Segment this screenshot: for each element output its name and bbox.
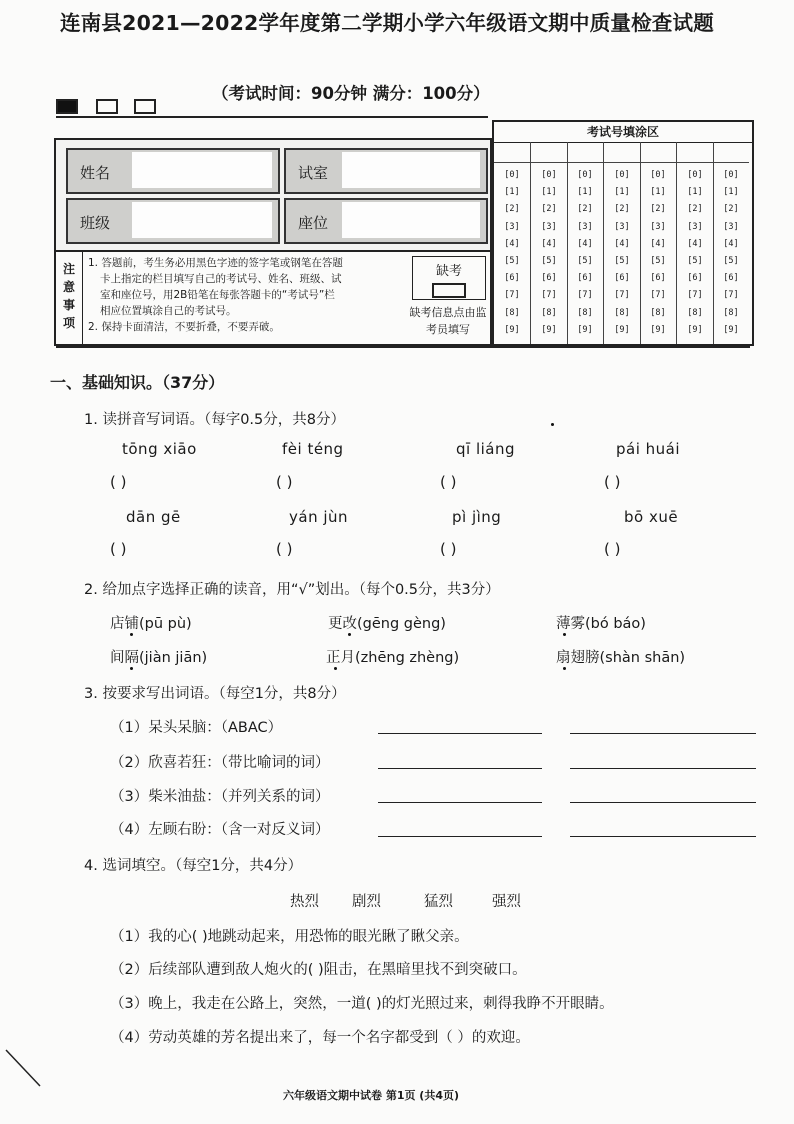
digit-bubble[interactable]: [5]: [541, 256, 557, 266]
digit-bubble[interactable]: [5]: [577, 256, 593, 266]
notice-heading-char: 事: [62, 298, 75, 312]
word-task: （1）呆头呆脑：（ABAC）: [110, 720, 283, 736]
digit-write-box[interactable]: [567, 142, 603, 163]
stray-dot: [551, 423, 554, 426]
notice-line: 2. 保持卡面清洁，不要折叠，不要弄破。: [88, 321, 280, 333]
digit-bubble[interactable]: [0]: [723, 170, 739, 180]
digit-bubble[interactable]: [7]: [614, 290, 630, 301]
digit-bubble[interactable]: [8]: [687, 307, 703, 318]
section-heading: 一、基础知识。（37分）: [50, 373, 225, 392]
digit-bubble[interactable]: [4]: [687, 238, 703, 249]
seat-input[interactable]: [342, 202, 480, 238]
room-input[interactable]: [342, 152, 480, 188]
digit-bubble[interactable]: [4]: [504, 238, 520, 249]
digit-bubble[interactable]: [5]: [650, 256, 666, 266]
notice-line: 1. 答题前，考生务必用黑色字迹的签字笔或钢笔在答题: [88, 257, 343, 269]
grid-column: [677, 142, 714, 344]
digit-bubble[interactable]: [9]: [504, 324, 520, 335]
digit-bubble[interactable]: [2]: [687, 204, 703, 215]
answer-blank[interactable]: ( ): [276, 540, 293, 558]
digit-bubble[interactable]: [3]: [541, 221, 557, 232]
pen-mark: [0, 1046, 48, 1094]
digit-bubble[interactable]: [6]: [723, 273, 739, 284]
exam-title: 连南县2021—2022学年度第二学期小学六年级语文期中质量检查试题: [60, 11, 714, 35]
word-task: （4）左顾右盼：（含一对反义词）: [110, 822, 330, 838]
digit-bubble[interactable]: [3]: [504, 221, 520, 232]
grid-column: [531, 142, 568, 344]
word-option: 强烈: [492, 894, 521, 910]
class-label: 班级: [80, 214, 111, 232]
name-cell[interactable]: [66, 148, 280, 194]
digit-bubble[interactable]: [3]: [723, 221, 739, 232]
class-cell[interactable]: [66, 198, 280, 244]
digit-bubble[interactable]: [3]: [687, 221, 703, 232]
emphasis-dot: [130, 633, 133, 636]
fill-sentence[interactable]: （3）晚上，我走在公路上，突然，一道( )的灯光照过来，刺得我睁不开眼睛。: [110, 996, 614, 1012]
digit-bubble[interactable]: [0]: [504, 170, 520, 180]
digit-bubble[interactable]: [5]: [687, 256, 703, 266]
pinyin: bō xuē: [624, 508, 679, 526]
digit-write-box[interactable]: [713, 142, 749, 163]
digit-bubble[interactable]: [8]: [723, 307, 739, 318]
word-option: 热烈: [290, 894, 319, 910]
emphasis-dot: [334, 667, 337, 670]
reading-choice[interactable]: 间隔(jiàn jiān): [110, 650, 208, 666]
digit-bubble[interactable]: [7]: [723, 290, 739, 301]
absent-checkbox[interactable]: [432, 283, 466, 298]
name-input[interactable]: [132, 152, 272, 188]
answer-blank[interactable]: ( ): [110, 473, 127, 491]
digit-bubble[interactable]: [0]: [650, 170, 666, 180]
digit-bubble[interactable]: [3]: [650, 221, 666, 232]
answer-blank[interactable]: ( ): [440, 473, 457, 491]
answer-line[interactable]: [378, 733, 542, 734]
pinyin: pì jìng: [452, 508, 502, 526]
notice-box: [54, 250, 492, 346]
digit-bubble[interactable]: [6]: [541, 273, 557, 284]
digit-bubble[interactable]: [9]: [650, 324, 666, 335]
digit-bubble[interactable]: [4]: [650, 238, 666, 249]
digit-bubble[interactable]: [1]: [650, 187, 666, 198]
digit-bubble[interactable]: [1]: [723, 187, 739, 198]
seat-label: 座位: [298, 214, 329, 232]
digit-bubble[interactable]: [6]: [687, 273, 703, 284]
notice-line: 卡上指定的栏目填写自己的考试号、姓名、班级、试: [100, 273, 342, 285]
digit-bubble[interactable]: [2]: [723, 204, 739, 215]
digit-bubble[interactable]: [7]: [541, 290, 557, 301]
digit-bubble[interactable]: [2]: [650, 204, 666, 215]
digit-bubble[interactable]: [2]: [504, 204, 520, 215]
answer-blank[interactable]: ( ): [604, 473, 621, 491]
digit-bubble[interactable]: [6]: [577, 273, 593, 284]
question-4-prompt: 4. 选词填空。（每空1分，共4分）: [84, 858, 303, 874]
digit-bubble[interactable]: [1]: [614, 187, 630, 198]
reading-choice[interactable]: 更改(gēng gèng): [328, 616, 446, 632]
digit-write-box[interactable]: [677, 142, 713, 163]
pinyin: pái huái: [616, 440, 681, 458]
digit-bubble[interactable]: [4]: [723, 238, 739, 249]
digit-bubble[interactable]: [0]: [577, 170, 593, 180]
digit-bubble[interactable]: [8]: [541, 307, 557, 318]
question-1-prompt: 1. 读拼音写词语。（每字0.5分，共8分）: [84, 412, 345, 428]
absent-label: 缺考: [435, 264, 462, 279]
answer-line[interactable]: [570, 768, 756, 769]
room-label: 试室: [298, 164, 329, 182]
emphasis-dot: [563, 667, 566, 670]
class-input[interactable]: [132, 202, 272, 238]
digit-bubble[interactable]: [7]: [650, 290, 666, 301]
digit-bubble[interactable]: [0]: [687, 170, 703, 180]
answer-line[interactable]: [570, 836, 756, 837]
digit-bubble[interactable]: [1]: [504, 187, 520, 198]
pinyin: dān gē: [126, 508, 181, 526]
digit-bubble[interactable]: [6]: [504, 273, 520, 284]
fill-sentence[interactable]: （2）后续部队遭到敌人炮火的( )阻击，在黑暗里找不到突破口。: [110, 962, 527, 978]
header-rule: [56, 116, 488, 118]
digit-write-box[interactable]: [640, 142, 676, 163]
digit-bubble[interactable]: [5]: [723, 256, 739, 266]
answer-blank[interactable]: ( ): [110, 540, 127, 558]
answer-line[interactable]: [570, 733, 756, 734]
notice-heading-char: 意: [62, 280, 75, 294]
reading-choice[interactable]: 正月(zhēng zhèng): [326, 650, 460, 666]
digit-write-box[interactable]: [604, 142, 640, 163]
digit-bubble[interactable]: [2]: [577, 204, 593, 215]
fill-sentence[interactable]: （1）我的心( )地跳动起来，用恐怖的眼光瞅了瞅父亲。: [110, 929, 469, 945]
digit-bubble[interactable]: [3]: [614, 221, 630, 232]
digit-bubble[interactable]: [1]: [577, 187, 593, 198]
digit-bubble[interactable]: [5]: [504, 256, 520, 266]
digit-bubble[interactable]: [8]: [577, 307, 593, 318]
digit-bubble[interactable]: [8]: [504, 307, 520, 318]
emphasis-dot: [348, 633, 351, 636]
grid-column: [494, 142, 531, 344]
grid-column: [604, 142, 641, 344]
digit-bubble[interactable]: [4]: [614, 238, 630, 249]
digit-bubble[interactable]: [2]: [541, 204, 557, 215]
reading-choice[interactable]: 扇翅膀(shàn shān): [556, 650, 686, 666]
notice-heading-char: 项: [62, 316, 75, 330]
notice-text: [88, 255, 408, 335]
answer-line[interactable]: [570, 802, 756, 803]
digit-write-box[interactable]: [494, 142, 530, 163]
digit-bubble[interactable]: [9]: [614, 324, 630, 335]
absent-note: 缺考信息点由监考员填写: [409, 306, 487, 336]
answer-line[interactable]: [378, 768, 542, 769]
grid-column: [713, 142, 749, 344]
digit-bubble[interactable]: [0]: [614, 170, 630, 180]
header-bottom-rule: [56, 346, 750, 348]
marker-square: [134, 99, 156, 114]
word-option: 猛烈: [424, 894, 453, 910]
digit-bubble[interactable]: [2]: [614, 204, 630, 215]
digit-bubble[interactable]: [4]: [541, 238, 557, 249]
pinyin: tōng xiāo: [122, 440, 197, 458]
answer-blank[interactable]: ( ): [604, 540, 621, 558]
notice-line: 室和座位号，用2B铅笔在每张答题卡的“考试号”栏: [100, 289, 335, 301]
digit-bubble[interactable]: [9]: [577, 324, 593, 335]
student-info-box: [54, 138, 492, 252]
grid-title: 考试号填涂区: [494, 122, 752, 143]
emphasis-dot: [563, 633, 566, 636]
digit-bubble[interactable]: [9]: [541, 324, 557, 335]
reading-choice[interactable]: 店铺(pū pù): [110, 616, 192, 632]
digit-bubble[interactable]: [0]: [541, 170, 557, 180]
marker-square: [96, 99, 118, 114]
word-option: 剧烈: [352, 894, 381, 910]
notice-heading-char: 注: [62, 262, 75, 276]
exam-subtitle: （考试时间：90分钟 满分：100分）: [212, 84, 490, 103]
digit-bubble[interactable]: [3]: [577, 221, 593, 232]
grid-column: [567, 142, 604, 344]
answer-line[interactable]: [378, 836, 542, 837]
digit-bubble[interactable]: [8]: [650, 307, 666, 318]
digit-bubble[interactable]: [9]: [687, 324, 703, 335]
digit-bubble[interactable]: [8]: [614, 307, 630, 318]
page-footer: 六年级语文期中试卷 第1页 (共4页): [283, 1089, 460, 1102]
digit-bubble[interactable]: [5]: [614, 256, 630, 266]
digit-bubble[interactable]: [9]: [723, 324, 739, 335]
room-cell[interactable]: [284, 148, 488, 194]
notice-line: 相应位置填涂自己的考试号。: [100, 305, 237, 317]
reading-choice[interactable]: 薄雾(bó báo): [556, 616, 646, 632]
name-label: 姓名: [80, 164, 111, 182]
notice-heading: [56, 252, 83, 344]
pinyin: qī liáng: [456, 440, 516, 458]
digit-bubble[interactable]: [1]: [687, 187, 703, 198]
answer-blank[interactable]: ( ): [440, 540, 457, 558]
emphasis-dot: [130, 667, 133, 670]
digit-bubble[interactable]: [6]: [614, 273, 630, 284]
answer-blank[interactable]: ( ): [276, 473, 293, 491]
marker-square-filled: [56, 99, 78, 114]
digit-bubble[interactable]: [7]: [504, 290, 520, 301]
digit-bubble[interactable]: [4]: [577, 238, 593, 249]
pinyin: yán jùn: [289, 508, 349, 526]
digit-bubble[interactable]: [7]: [577, 290, 593, 301]
digit-write-box[interactable]: [531, 142, 567, 163]
fill-sentence[interactable]: （4）劳动英雄的芳名提出来了，每一个名字都受到（ ）的欢迎。: [110, 1030, 530, 1046]
question-3-prompt: 3. 按要求写出词语。（每空1分，共8分）: [84, 686, 346, 702]
pinyin: fèi téng: [282, 440, 344, 458]
question-2-prompt: 2. 给加点字选择正确的读音，用“√”划出。（每个0.5分，共3分）: [84, 582, 500, 598]
digit-bubble[interactable]: [1]: [541, 187, 557, 198]
seat-cell[interactable]: [284, 198, 488, 244]
answer-line[interactable]: [378, 802, 542, 803]
word-task: （2）欣喜若狂：（带比喻词的词）: [110, 755, 330, 771]
digit-bubble[interactable]: [7]: [687, 290, 703, 301]
grid-column: [640, 142, 677, 344]
absent-box: [412, 256, 486, 300]
word-task: （3）柴米油盐：（并列关系的词）: [110, 789, 330, 805]
exam-number-grid: [492, 120, 754, 346]
digit-bubble[interactable]: [6]: [650, 273, 666, 284]
